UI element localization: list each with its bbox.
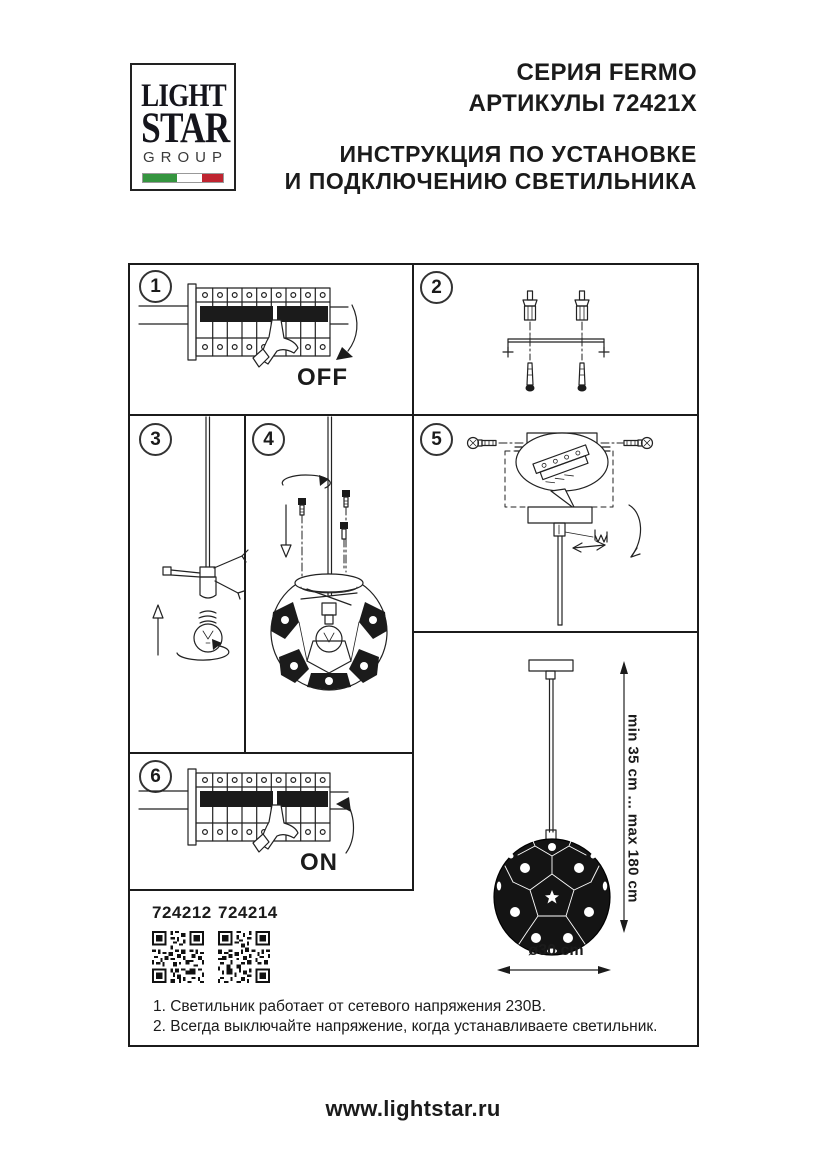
articles-title: АРТИКУЛЫ 72421X [468, 90, 697, 117]
article-code-724214: 724214 [218, 903, 278, 922]
step-3-number: 3 [150, 428, 161, 450]
diameter-dimension-label: ø30 cm [528, 942, 584, 959]
italian-flag-bar [142, 173, 224, 183]
header [285, 57, 697, 195]
step-5-number: 5 [431, 428, 442, 450]
flag-green-segment [143, 174, 177, 182]
instruction-title-line1: ИНСТРУКЦИЯ ПО УСТАНОВКЕ [339, 141, 697, 167]
grid-line-center-vertical [412, 263, 414, 890]
step-2-number: 2 [431, 276, 442, 298]
logo-line-light: LIGHT [141, 78, 226, 114]
height-dimension-label: min 35 cm ... max 180 cm [624, 713, 642, 903]
grid-line-step3-4 [244, 414, 246, 754]
logo-line-star: STAR [141, 105, 230, 152]
qr-code-724212 [152, 931, 204, 983]
step-3-illustration-bulb-install [130, 417, 243, 751]
step-4-illustration-shade-assembly [247, 417, 411, 751]
instruction-title-line2: И ПОДКЛЮЧЕНИЮ СВЕТИЛЬНИКА [284, 168, 697, 194]
grid-line-step6-bottom [128, 889, 414, 891]
safety-notes [153, 997, 657, 1037]
grid-line-step4-bottom [128, 752, 414, 754]
lightstar-logo [130, 63, 236, 191]
step-1-illustration-power-off [130, 265, 411, 413]
step-4-number: 4 [263, 428, 274, 450]
step-6-illustration-power-on [130, 755, 411, 888]
flag-red-segment [202, 174, 223, 182]
off-label: OFF [297, 364, 348, 391]
step-5-illustration-canopy-mounting [415, 417, 695, 630]
step-2-illustration-mounting-kit [415, 265, 695, 413]
step-1-number: 1 [150, 275, 161, 297]
series-title: СЕРИЯ FERMO [516, 59, 697, 86]
grid-line-step5-bottom [412, 631, 699, 633]
logo-line-group: GROUP [142, 149, 228, 166]
qr-code-724214 [218, 931, 270, 983]
article-code-724212: 724212 [152, 903, 212, 922]
note-line-2: 2. Всегда выключайте напряжение, когда устанавливаете светильник. [153, 1018, 658, 1035]
on-label: ON [300, 849, 338, 876]
note-line-1: 1. Светильник работает от сетевого напряжения 230В. [153, 998, 547, 1015]
pendant-lamp-dimensions-drawing [415, 634, 695, 1045]
step-6-number: 6 [150, 765, 161, 787]
website-url: www.lightstar.ru [325, 1096, 501, 1121]
flag-white-segment [177, 174, 202, 182]
